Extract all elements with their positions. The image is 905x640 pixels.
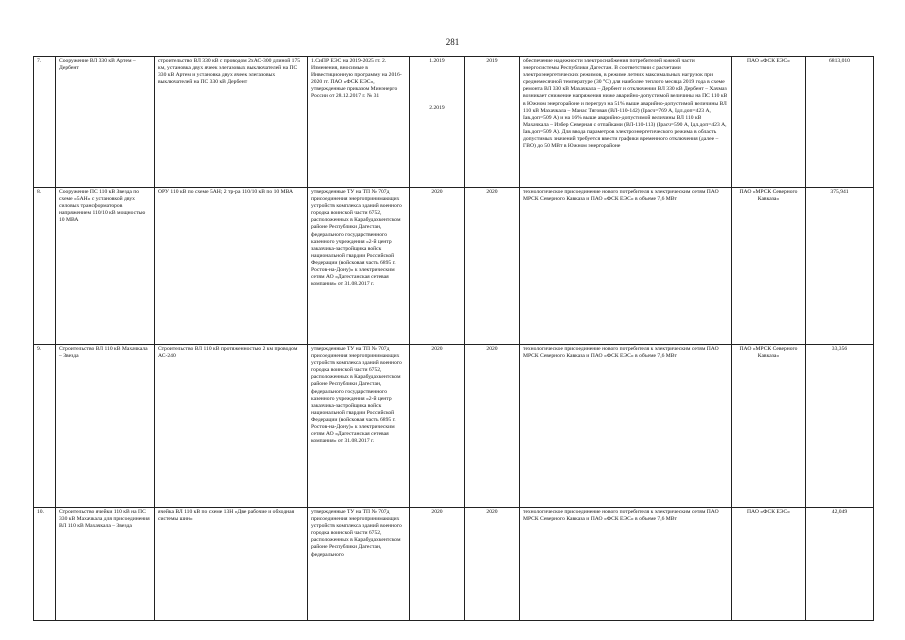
basis-document: утвержденные ТУ на ТП № 707д присоединения энергопринимающих устройств комплекса зданий военного городка воинской части 6752, расположенных в Карабудахкентском районе Республики Дагестан, федерального государственного казенного учреждения «2-й центр заказчика-застройщика войск национальной гвардии Российской Федерации (войсковая часть 6895 г. Ростов-на-Дону)» к электрическим сетям АО «Дагестанская сетевая компания» от 31.08.2017 г.	[308, 345, 410, 508]
owner: ПАО «ФСК ЕЭС»	[732, 57, 806, 188]
object-name: Сооружение ПС 110 кВ Звезда по схеме «5АН» с установкой двух силовых трансформаторов напряжением 110/10 кВ мощностью 10 МВА	[56, 188, 155, 345]
cost-value: 42,049	[806, 508, 874, 621]
justification: технологическое присоединение нового потребителя к электрическим сетям ПАО МРСК Северного Кавказа и ПАО «ФСК ЕЭС» в объеме 7,6 МВт	[520, 508, 732, 621]
start-period	[410, 57, 465, 188]
cost-value: 6813,010	[806, 57, 874, 188]
work-scope: ячейка ВЛ 110 кВ по схеме 13Н «Две рабочие и обходная системы шин»	[155, 508, 308, 621]
basis-document: утвержденные ТУ на ТП № 707д присоединения энергопринимающих устройств комплекса зданий военного городка воинской части 6752, расположенных в Карабудахкентском районе Республики Дагестан, федерального государственного казенного учреждения «2-й центр заказчика-застройщика войск национальной гвардии Российской Федерации (войсковая часть 6895 г. Ростов-на-Дону)» к электрическим сетям АО «Дагестанская сетевая компания» от 31.08.2017 г.	[308, 188, 410, 345]
page-number: 281	[445, 37, 460, 47]
justification: обеспечение надежности электроснабжения потребителей южной части энергосистемы Республики Дагестан. В соответствии с расчетами электроэнергетических режимов, в режиме летних максимальных нагрузок при среднемесячной температуре (30 °С) для наиболее теплого месяца 2019 года в схеме ремонта ВЛ 330 кВ Махачкала – Дербент и отключении ВЛ 330 кВ Дербент – Хачмаз возникает снижение напряжения ниже аварийно-допустимой величины на ПС 110 кВ в Южном энергорайоне и перегруз на 51% выше аварийно-допустимой величины ВЛ 110 кВ Махачкала – Манас Тяговая (ВЛ-110-142) (Iрасч=769 А, Iдл.доп=423 А, Iав.доп=509 А) и на 16% выше аварийно-допустимой величины ВЛ 110 кВ Махачкала – Избер Северная с отпайками (ВЛ-110-113) (Iрасч=590 А, Iдл.доп=423 А, Iав.доп=509 А). Для ввода параметров электроэнергетического режима в область допустимых значений требуется ввести графики временного отключения (далее – ГВО) до 50 МВт в Южном энергорайоне	[520, 57, 732, 188]
end-year: 2020	[465, 508, 520, 621]
table-row	[34, 57, 874, 188]
row-number: 8.	[34, 188, 56, 345]
start-period: 2020	[410, 188, 465, 345]
object-name: Строительство ВЛ 110 кВ Махачкала – Звезда	[56, 345, 155, 508]
basis-document: утвержденные ТУ на ТП № 707д присоединения энергопринимающих устройств комплекса зданий военного городка воинской части 6752, расположенных в Карабудахкентском районе Республики Дагестан, федерального	[308, 508, 410, 621]
basis-document: 1.СиПР ЕЭС на 2019-2025 гг. 2. Изменения, вносимые в Инвестиционную программу на 2016-2020 гг. ПАО «ФСК ЕЭС», утвержденные приказом Минэнерго России от 28.12.2017 г. № 31	[308, 57, 410, 188]
object-name: Сооружение ВЛ 330 кВ Артем – Дербент	[56, 57, 155, 188]
investment-projects-table	[33, 56, 874, 621]
start-period: 2020	[410, 508, 465, 621]
work-scope: Строительство ВЛ 110 кВ протяженностью 2 км проводом АС-240	[155, 345, 308, 508]
end-year: 2020	[465, 188, 520, 345]
cost-value: 33,356	[806, 345, 874, 508]
cost-value: 375,941	[806, 188, 874, 345]
justification: технологическое присоединение нового потребителя к электрическим сетям ПАО МРСК Северного Кавказа и ПАО «ФСК ЕЭС» в объеме 7,6 МВт	[520, 345, 732, 508]
work-scope: строительство ВЛ 330 кВ с проводом 2хАС-300 длиной 175 км, установка двух ячеек элегазовых выключателей на ПС 330 кВ Артем и установка двух ячеек элегазовых выключателей на ПС 330 кВ Дербент	[155, 57, 308, 188]
owner: ПАО «МРСК Северного Кавказа»	[732, 345, 806, 508]
row-number: 7.	[34, 57, 56, 188]
owner: ПАО «ФСК ЕЭС»	[732, 508, 806, 621]
owner: ПАО «МРСК Северного Кавказа»	[732, 188, 806, 345]
row-number: 10.	[34, 508, 56, 621]
work-scope: ОРУ 110 кВ по схеме 5АН; 2 тр-ра 110/10 кВ по 10 МВА	[155, 188, 308, 345]
table-row	[34, 345, 874, 508]
start-period-a: 1.2019	[429, 58, 445, 64]
end-year: 2020	[465, 345, 520, 508]
table-row	[34, 188, 874, 345]
start-period: 2020	[410, 345, 465, 508]
row-number: 9.	[34, 345, 56, 508]
start-period-b: 2.2019	[429, 105, 445, 112]
end-year: 2019	[465, 57, 520, 188]
object-name: Строительство ячейки 110 кВ на ПС 330 кВ Махачкала для присоединения ВЛ 110 кВ Махачкала – Звезда	[56, 508, 155, 621]
justification: технологическое присоединение нового потребителя к электрическим сетям ПАО МРСК Северного Кавказа и ПАО «ФСК ЕЭС» в объеме 7,6 МВт	[520, 188, 732, 345]
table-row	[34, 508, 874, 621]
